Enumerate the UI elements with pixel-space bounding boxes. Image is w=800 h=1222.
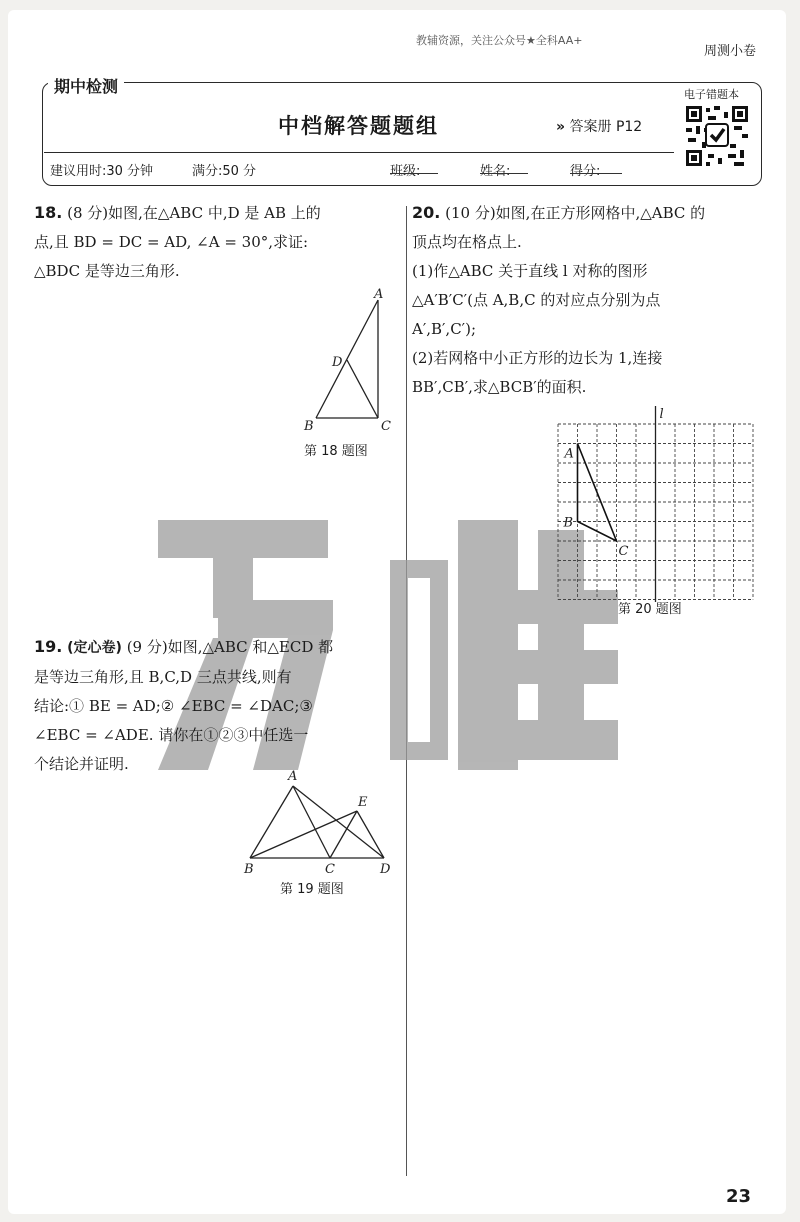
q20-line-4: △A′B′C′(点 A,B,C 的对应点分别为点 xyxy=(412,291,661,309)
figure-20-caption: 第 20 题图 xyxy=(618,602,682,617)
point-label-a: A xyxy=(288,769,298,784)
page-sheet xyxy=(8,10,786,1214)
segment-ba xyxy=(250,786,293,858)
q20-line-1 xyxy=(412,198,782,228)
q18-line-3: △BDC 是等边三角形. xyxy=(34,262,180,280)
qr-label: 电子错题本 xyxy=(684,88,739,101)
q20-line-2: 顶点均在格点上. xyxy=(412,233,522,251)
q20-line-7: BB′,CB′,求△BCB′的面积. xyxy=(412,378,587,396)
series-label: 周测小卷 xyxy=(703,44,756,59)
page-number: 23 xyxy=(726,1186,752,1207)
question-18 xyxy=(34,198,396,286)
segment-ac xyxy=(293,786,330,858)
figure-20-grid xyxy=(538,402,758,602)
score-label: 得分: xyxy=(570,164,601,179)
question-number: 19. xyxy=(34,637,63,656)
point-label-c: C xyxy=(618,544,629,559)
q19-text-1: (9 分)如图,△ABC 和△ECD 都 xyxy=(126,638,334,656)
score-blank[interactable] xyxy=(570,160,622,174)
question-20 xyxy=(412,198,782,402)
segment-ad xyxy=(293,786,384,858)
point-label-a: A xyxy=(564,446,574,462)
q18-line-2: 点,且 BD = DC = AD, ∠A = 30°,求证: xyxy=(34,233,309,251)
suggested-time: 建议用时:30 分钟 xyxy=(50,164,154,179)
name-blank[interactable] xyxy=(480,160,528,174)
class-blank[interactable] xyxy=(390,160,438,174)
meta-row xyxy=(50,160,670,180)
figure-19 xyxy=(236,766,406,876)
line-label-l: l xyxy=(659,407,664,422)
q19-line-1 xyxy=(34,632,396,663)
question-19 xyxy=(34,632,396,779)
top-note: 教辅资源，关注公众号★全科AA+ xyxy=(416,34,583,47)
qr-code-icon[interactable] xyxy=(684,104,750,168)
point-label-b: B xyxy=(304,419,314,434)
figure-19-caption: 第 19 题图 xyxy=(280,882,344,897)
q19-line-2: 是等边三角形,且 B,C,D 三点共线,则有 xyxy=(34,668,292,686)
point-label-b: B xyxy=(244,862,254,876)
answer-ref-text: 答案册 P12 xyxy=(569,119,643,135)
point-label-a: A xyxy=(374,288,384,302)
figure-18-caption: 第 18 题图 xyxy=(304,444,368,459)
point-label-c: C xyxy=(381,419,391,434)
q19-line-5: 个结论并证明. xyxy=(34,755,129,773)
point-label-b: B xyxy=(563,515,574,531)
q20-line-3: (1)作△ABC 关于直线 l 对称的图形 xyxy=(412,262,648,280)
figure-18 xyxy=(298,288,408,438)
q20-line-6: (2)若网格中小正方形的边长为 1,连接 xyxy=(412,349,663,367)
q19-tag: (定心卷) xyxy=(67,640,122,656)
point-label-c: C xyxy=(325,862,335,876)
section-tag: 期中检测 xyxy=(48,74,124,97)
segment-ed xyxy=(357,811,384,858)
q19-line-4: ∠EBC = ∠ADE. 请你在①②③中任选一 xyxy=(34,726,309,744)
q18-line-1 xyxy=(34,198,396,228)
point-label-d: D xyxy=(332,355,343,370)
answer-reference xyxy=(556,116,642,136)
point-label-d: D xyxy=(380,862,391,876)
name-label: 姓名: xyxy=(480,164,511,179)
q18-text-1: (8 分)如图,在△ABC 中,D 是 AB 上的 xyxy=(67,204,321,222)
double-chevron-icon: » xyxy=(556,119,566,135)
class-label: 班级: xyxy=(390,164,421,179)
section-title: 中档解答题题组 xyxy=(278,114,439,138)
header-divider xyxy=(44,152,674,153)
segment-dc xyxy=(347,360,378,418)
point-label-e: E xyxy=(358,795,368,810)
full-score: 满分:50 分 xyxy=(192,164,257,179)
segment-be xyxy=(250,811,357,858)
question-number: 20. xyxy=(412,203,441,222)
q20-line-5: A′,B′,C′); xyxy=(412,320,476,338)
q19-line-3: 结论:① BE = AD;② ∠EBC = ∠DAC;③ xyxy=(34,697,313,715)
question-number: 18. xyxy=(34,203,63,222)
q20-text-1: (10 分)如图,在正方形网格中,△ABC 的 xyxy=(445,204,706,222)
